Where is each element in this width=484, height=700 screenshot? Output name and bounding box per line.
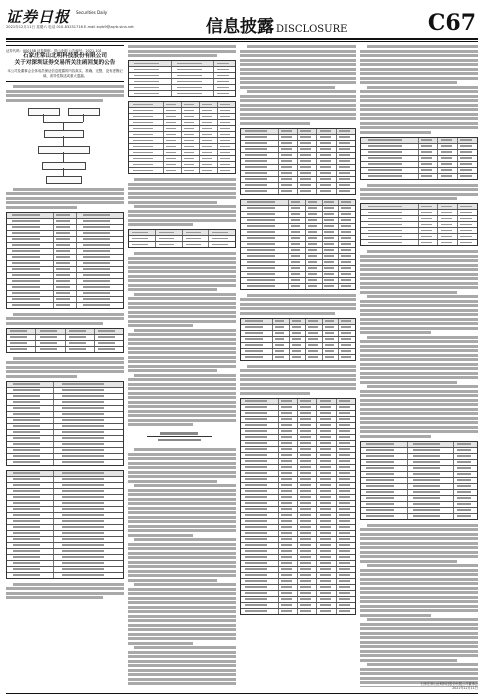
data-table (240, 318, 356, 361)
text-block (240, 365, 356, 395)
section-title-en: DISCLOSURE (276, 24, 348, 35)
text-block (6, 357, 124, 378)
data-table (128, 101, 236, 174)
issue-meta: 2021年12月11日 星期六 电话 010-83251716 E-mail zqrb9@zqrb.sina.net (6, 25, 134, 29)
data-table (360, 137, 478, 180)
section-title (206, 12, 347, 37)
text-block (128, 45, 236, 57)
text-block (360, 250, 478, 438)
data-table (240, 199, 356, 290)
text-block (128, 178, 236, 226)
formula (128, 432, 236, 442)
data-table (128, 229, 236, 248)
signature-date: 2021年12月11日 (452, 686, 478, 690)
masthead-rule-thin (6, 41, 478, 42)
text-block (6, 313, 124, 325)
data-table (360, 203, 478, 246)
data-table (240, 398, 356, 615)
signature-org: 石家庄常山北明科技股份有限公司董事会 (420, 682, 478, 686)
masthead-rule (6, 38, 478, 40)
signature-block (421, 682, 478, 690)
announcement-notice: 本公司及董事会全体成员保证信息披露的内容真实、准确、完整，没有虚假记载、误导性陈述或重大遗漏。 (7, 69, 123, 78)
column-3 (240, 45, 356, 687)
column-4 (360, 45, 478, 687)
announcement-header (6, 45, 124, 82)
ownership-diagram (6, 106, 124, 184)
text-block (6, 85, 124, 102)
page-number: C67 (427, 10, 476, 36)
announcement-title-line1: 石家庄常山北明科技股份有限公司 (23, 53, 107, 59)
data-table (240, 128, 356, 195)
section-title-cn: 信息披露 (206, 17, 274, 37)
text-block (128, 252, 236, 426)
data-table (6, 470, 124, 579)
newspaper-logo: 证券日报 (6, 8, 71, 26)
data-table (128, 60, 236, 97)
text-block (360, 184, 478, 201)
data-table (360, 441, 478, 520)
text-block (360, 45, 478, 134)
text-block (240, 45, 356, 125)
data-table (6, 381, 124, 466)
logo-tagline: Securities Daily (76, 10, 108, 15)
column-2 (128, 45, 236, 687)
data-table (6, 212, 124, 309)
column-1 (6, 45, 124, 687)
text-block (360, 524, 478, 688)
announcement-code: 证券代码：000158 证券简称：常山北明 公告编号：2021-101 (6, 49, 102, 53)
data-table (6, 328, 124, 353)
masthead (6, 6, 478, 46)
bottom-rule (6, 693, 478, 694)
announcement-title-line2: 关于对深圳证券交易所关注函回复的公告 (14, 60, 116, 66)
text-block (128, 448, 236, 687)
text-block (6, 188, 124, 209)
text-block (6, 583, 124, 600)
text-block (240, 294, 356, 315)
